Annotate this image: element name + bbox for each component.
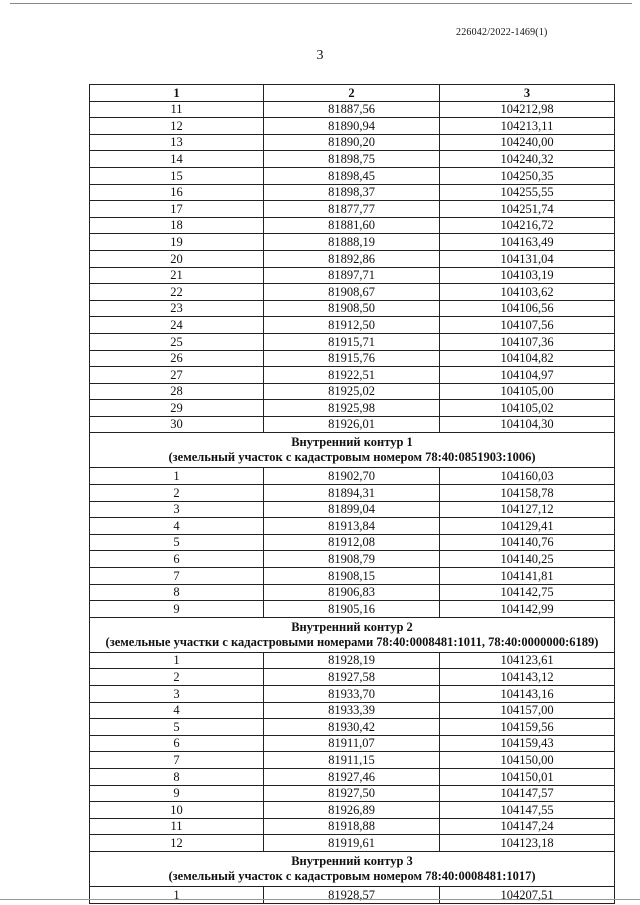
y-coordinate-cell: 104123,61 [440,652,615,669]
y-coordinate-cell: 104240,32 [440,151,615,168]
point-number-cell: 14 [90,151,264,168]
bottom-rule [0,899,640,900]
y-coordinate-cell: 104104,97 [440,367,615,384]
x-coordinate-cell: 81877,77 [264,201,440,218]
point-number-cell: 24 [90,317,264,334]
table-row [90,118,615,135]
point-number-cell: 21 [90,267,264,284]
table-row [90,284,615,301]
point-number-cell: 26 [90,350,264,367]
table-row [90,485,615,502]
x-coordinate-cell: 81927,46 [264,768,440,785]
y-coordinate-cell: 104213,11 [440,118,615,135]
y-coordinate-cell: 104157,00 [440,702,615,719]
y-coordinate-cell: 104127,12 [440,501,615,518]
point-number-cell: 27 [90,367,264,384]
y-coordinate-cell: 104159,43 [440,735,615,752]
x-coordinate-cell: 81912,50 [264,317,440,334]
point-number-cell: 13 [90,134,264,151]
table-row [90,383,615,400]
point-number-cell: 4 [90,702,264,719]
x-coordinate-cell: 81892,86 [264,250,440,267]
table-row [90,167,615,184]
y-coordinate-cell: 104105,00 [440,383,615,400]
table-row [90,584,615,601]
point-number-cell: 1 [90,468,264,485]
point-number-cell: 1 [90,886,264,903]
x-coordinate-cell: 81926,01 [264,416,440,433]
x-coordinate-cell: 81928,19 [264,652,440,669]
point-number-cell: 16 [90,184,264,201]
x-coordinate-cell: 81908,67 [264,284,440,301]
header-col-1: 1 [90,85,264,102]
y-coordinate-cell: 104141,81 [440,568,615,585]
section-header-row-1 [90,433,615,468]
y-coordinate-cell: 104158,78 [440,485,615,502]
y-coordinate-cell: 104212,98 [440,101,615,118]
x-coordinate-cell: 81897,71 [264,267,440,284]
x-coordinate-cell: 81927,58 [264,669,440,686]
x-coordinate-cell: 81898,75 [264,151,440,168]
point-number-cell: 3 [90,686,264,703]
x-coordinate-cell: 81887,56 [264,101,440,118]
y-coordinate-cell: 104163,49 [440,234,615,251]
table-row [90,669,615,686]
table-row [90,601,615,618]
y-coordinate-cell: 104160,03 [440,468,615,485]
point-number-cell: 12 [90,835,264,852]
table-row [90,151,615,168]
document-number: 226042/2022-1469(1) [456,27,548,38]
x-coordinate-cell: 81926,89 [264,802,440,819]
x-coordinate-cell: 81911,07 [264,735,440,752]
y-coordinate-cell: 104255,55 [440,184,615,201]
header-col-2: 2 [264,85,440,102]
y-coordinate-cell: 104129,41 [440,518,615,535]
point-number-cell: 10 [90,802,264,819]
y-coordinate-cell: 104106,56 [440,300,615,317]
table-row [90,333,615,350]
x-coordinate-cell: 81925,02 [264,383,440,400]
table-row [90,719,615,736]
x-coordinate-cell: 81930,42 [264,719,440,736]
point-number-cell: 17 [90,201,264,218]
x-coordinate-cell: 81890,20 [264,134,440,151]
point-number-cell: 20 [90,250,264,267]
x-coordinate-cell: 81898,45 [264,167,440,184]
y-coordinate-cell: 104147,57 [440,785,615,802]
y-coordinate-cell: 104143,16 [440,686,615,703]
y-coordinate-cell: 104107,56 [440,317,615,334]
table-row [90,835,615,852]
section-header-cell [90,617,615,652]
coordinates-table [89,84,615,904]
y-coordinate-cell: 104143,12 [440,669,615,686]
y-coordinate-cell: 104142,99 [440,601,615,618]
x-coordinate-cell: 81906,83 [264,584,440,601]
y-coordinate-cell: 104251,74 [440,201,615,218]
table-row [90,201,615,218]
table-row [90,518,615,535]
y-coordinate-cell: 104107,36 [440,333,615,350]
point-number-cell: 8 [90,584,264,601]
point-number-cell: 19 [90,234,264,251]
point-number-cell: 29 [90,400,264,417]
x-coordinate-cell: 81908,79 [264,551,440,568]
y-coordinate-cell: 104103,62 [440,284,615,301]
table-row [90,101,615,118]
point-number-cell: 11 [90,101,264,118]
x-coordinate-cell: 81899,04 [264,501,440,518]
table-row [90,551,615,568]
point-number-cell: 18 [90,217,264,234]
table-row [90,818,615,835]
point-number-cell: 1 [90,652,264,669]
table-row [90,267,615,284]
y-coordinate-cell: 104105,02 [440,400,615,417]
table-row [90,568,615,585]
table-row [90,886,615,903]
y-coordinate-cell: 104140,25 [440,551,615,568]
point-number-cell: 2 [90,669,264,686]
y-coordinate-cell: 104123,18 [440,835,615,852]
x-coordinate-cell: 81911,15 [264,752,440,769]
table-row [90,501,615,518]
table-row [90,250,615,267]
x-coordinate-cell: 81922,51 [264,367,440,384]
point-number-cell: 7 [90,752,264,769]
table-body [90,101,615,903]
section-subtitle: (земельные участки с кадастровыми номерами 78:40:0008481:1011, 78:40:0000000:6189) [105,634,599,649]
x-coordinate-cell: 81908,15 [264,568,440,585]
section-title: Внутренний контур 2 [291,619,413,634]
section-subtitle: (земельный участок с кадастровым номером 78:40:0851903:1006) [168,450,536,465]
x-coordinate-cell: 81925,98 [264,400,440,417]
x-coordinate-cell: 81908,50 [264,300,440,317]
x-coordinate-cell: 81915,71 [264,333,440,350]
table-row [90,802,615,819]
point-number-cell: 9 [90,601,264,618]
y-coordinate-cell: 104147,24 [440,818,615,835]
x-coordinate-cell: 81919,61 [264,835,440,852]
y-coordinate-cell: 104103,19 [440,267,615,284]
y-coordinate-cell: 104150,00 [440,752,615,769]
y-coordinate-cell: 104142,75 [440,584,615,601]
table-row [90,234,615,251]
x-coordinate-cell: 81915,76 [264,350,440,367]
table-row [90,400,615,417]
top-rule [10,3,632,4]
x-coordinate-cell: 81928,57 [264,886,440,903]
table-row [90,367,615,384]
y-coordinate-cell: 104240,00 [440,134,615,151]
y-coordinate-cell: 104104,82 [440,350,615,367]
table-row [90,652,615,669]
y-coordinate-cell: 104131,04 [440,250,615,267]
table-row [90,350,615,367]
table-row [90,300,615,317]
x-coordinate-cell: 81894,31 [264,485,440,502]
point-number-cell: 30 [90,416,264,433]
table-row [90,134,615,151]
point-number-cell: 28 [90,383,264,400]
y-coordinate-cell: 104216,72 [440,217,615,234]
header-col-3: 3 [440,85,615,102]
x-coordinate-cell: 81898,37 [264,184,440,201]
point-number-cell: 7 [90,568,264,585]
point-number-cell: 3 [90,501,264,518]
section-title: Внутренний контур 1 [291,435,413,450]
point-number-cell: 6 [90,735,264,752]
section-subtitle: (земельный участок с кадастровым номером 78:40:0008481:1017) [168,868,536,883]
section-header-cell [90,433,615,468]
y-coordinate-cell: 104159,56 [440,719,615,736]
point-number-cell: 22 [90,284,264,301]
point-number-cell: 2 [90,485,264,502]
table-row [90,184,615,201]
x-coordinate-cell: 81881,60 [264,217,440,234]
table-row [90,735,615,752]
x-coordinate-cell: 81927,50 [264,785,440,802]
point-number-cell: 11 [90,818,264,835]
table-row [90,686,615,703]
y-coordinate-cell: 104140,76 [440,534,615,551]
section-header-row-2 [90,617,615,652]
table-row [90,702,615,719]
table-header-row [90,85,615,102]
x-coordinate-cell: 81918,88 [264,818,440,835]
y-coordinate-cell: 104104,30 [440,416,615,433]
x-coordinate-cell: 81902,70 [264,468,440,485]
x-coordinate-cell: 81888,19 [264,234,440,251]
table-row [90,317,615,334]
table-row [90,217,615,234]
table-row [90,416,615,433]
table-row [90,534,615,551]
table-row [90,785,615,802]
point-number-cell: 25 [90,333,264,350]
point-number-cell: 12 [90,118,264,135]
point-number-cell: 9 [90,785,264,802]
section-header-cell [90,851,615,886]
section-title: Внутренний контур 3 [291,853,413,868]
x-coordinate-cell: 81905,16 [264,601,440,618]
x-coordinate-cell: 81890,94 [264,118,440,135]
point-number-cell: 23 [90,300,264,317]
section-header-row-3 [90,851,615,886]
point-number-cell: 6 [90,551,264,568]
point-number-cell: 15 [90,167,264,184]
x-coordinate-cell: 81933,70 [264,686,440,703]
y-coordinate-cell: 104147,55 [440,802,615,819]
y-coordinate-cell: 104250,35 [440,167,615,184]
y-coordinate-cell: 104207,51 [440,886,615,903]
page-number: 3 [316,48,324,63]
point-number-cell: 4 [90,518,264,535]
y-coordinate-cell: 104150,01 [440,768,615,785]
point-number-cell: 8 [90,768,264,785]
table-row [90,468,615,485]
point-number-cell: 5 [90,719,264,736]
point-number-cell: 5 [90,534,264,551]
x-coordinate-cell: 81912,08 [264,534,440,551]
x-coordinate-cell: 81913,84 [264,518,440,535]
table-row [90,768,615,785]
table-row [90,752,615,769]
x-coordinate-cell: 81933,39 [264,702,440,719]
